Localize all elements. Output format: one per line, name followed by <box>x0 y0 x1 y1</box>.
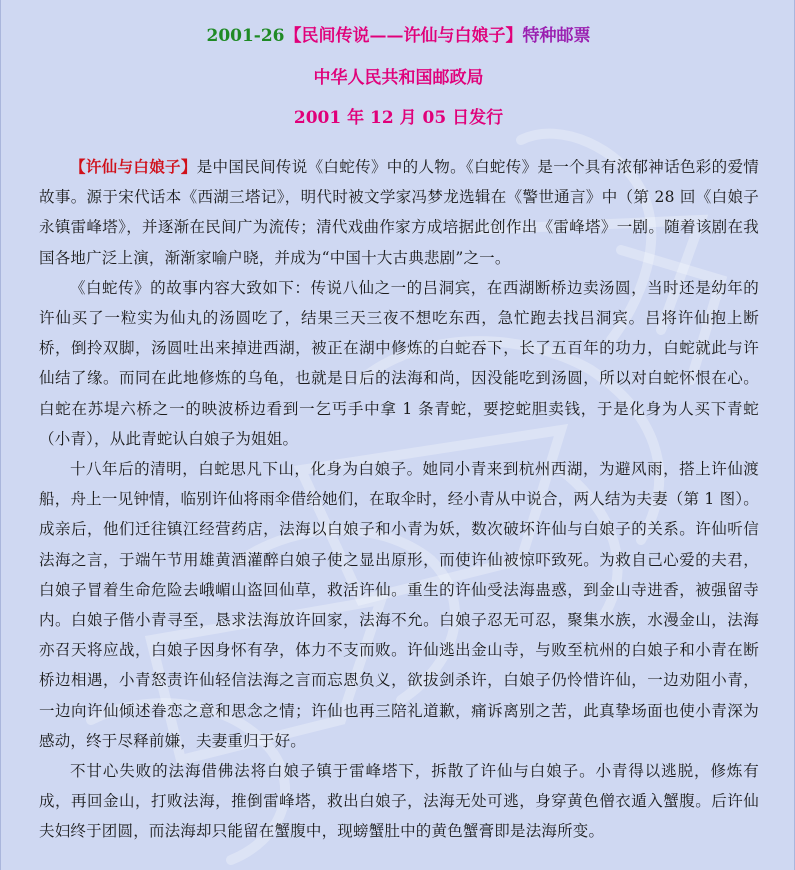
article-body <box>39 152 759 847</box>
paragraph-4: 不甘心失败的法海借佛法将白娘子镇于雷峰塔下，拆散了许仙与白娘子。小青得以逃脱，修炼有成，再回金山，打败法海，推倒雷峰塔，救出白娘子，法海无处可逃，身穿黄色僧衣遁入蟹腹。后许仙夫妇终于团圆，而法海却只能留在蟹腹中，现螃蟹肚中的黄色蟹膏即是法海所变。 <box>39 762 759 841</box>
stamp-name: 【民间传说——许仙与白娘子】 <box>284 26 523 46</box>
paragraph-1-text: 是中国民间传说《白蛇传》中的人物。《白蛇传》是一个具有浓郁神话色彩的爱情故事。源于宋代话本《西湖三塔记》，明代时被文学家冯梦龙选辑在《警世通言》中（第 28 回《白娘子永镇雷峰塔》，并逐渐在民间广为流传；清代戏曲作家方成培据此创作出《雷峰塔》一剧。随着该剧在我国各地广泛上演，渐渐家喻户晓，并成为“中国十大古典悲剧”之一。 <box>39 158 760 267</box>
paragraph-2: 《白蛇传》的故事内容大致如下：传说八仙之一的吕洞宾，在西湖断桥边卖汤圆，当时还是幼年的许仙买了一粒实为仙丸的汤圆吃了，结果三天三夜不想吃东西，急忙跑去找吕洞宾。吕将许仙抱上断桥，倒拎双脚，汤圆吐出来掉进西湖，被正在湖中修炼的白蛇吞下，长了五百年的功力，白蛇就此与许仙结了缘。而同在此地修炼的乌龟，也就是日后的法海和尚，因没能吃到汤圆，所以对白蛇怀恨在心。白蛇在苏堤六桥之一的映波桥边看到一乞丐手中拿 1 条青蛇，要挖蛇胆卖钱，于是化身为人买下青蛇（小青），从此青蛇认白娘子为姐姐。 <box>39 278 759 448</box>
issuer-line: 中华人民共和国邮政局 <box>313 68 484 88</box>
stamp-type: 特种邮票 <box>522 26 591 46</box>
issue-date: 2001 年 12 月 05 日发行 <box>293 108 504 128</box>
highlight-title: 【许仙与白娘子】 <box>70 157 197 176</box>
stamp-title <box>1 24 795 48</box>
stamp-number: 2001-26 <box>206 26 285 46</box>
paragraph-1 <box>39 152 759 273</box>
paragraph-3: 十八年后的清明，白蛇思凡下山，化身为白娘子。她同小青来到杭州西湖，为避风雨，搭上许仙渡船，舟上一见钟情，临别许仙将雨伞借给她们，在取伞时，经小青从中说合，两人结为夫妻（第 1 图）。成亲后，他们迁往镇江经营药店，法海以白娘子和小青为妖，数次破坏许仙与白娘子的关系。许仙听信法海之言，于端午节用雄黄酒灌醉白娘子使之显出原形，而使许仙被惊吓致死。为救自己心爱的夫君，白娘子冒着生命危险去峨嵋山盗回仙草，救活许仙。重生的许仙受法海蛊惑，到金山寺进香，被强留寺内。白娘子偕小青寻至，恳求法海放许回家，法海不允。白娘子忍无可忍，聚集水族，水漫金山，法海亦召天将应战，白娘子因身怀有孕，体力不支而败。许仙逃出金山寺，与败至杭州的白娘子和小青在断桥边相遇，小青怒责许仙轻信法海之言而忘恩负义，欲拔剑杀许，白娘子仍怜惜许仙，一边劝阻小青，一边向许仙倾述眷恋之意和思念之情；许仙也再三陪礼道歉，痛诉离别之苦，此真挚场面也使小青深为感动，终于尽释前嫌，夫妻重归于好。 <box>39 460 759 750</box>
